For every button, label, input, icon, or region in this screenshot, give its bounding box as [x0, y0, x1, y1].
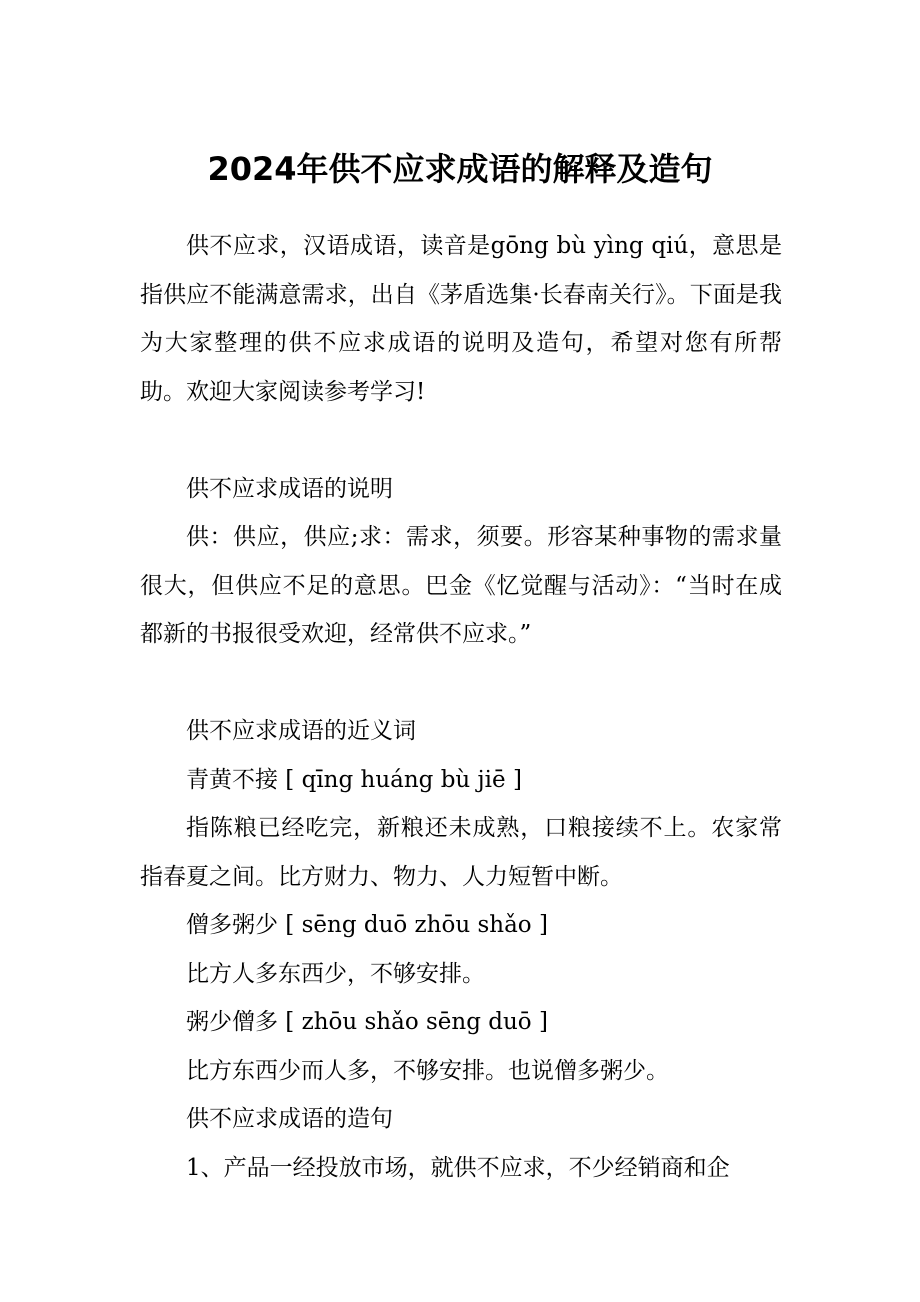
section-heading-explanation: 供不应求成语的说明: [186, 475, 393, 502]
section-heading-examples: 供不应求成语的造句: [186, 1106, 393, 1132]
synonym-definition: 指陈粮已经吃完，新粮还未成熟，口粮接续不上。农家常指春夏之间。比方财力、物力、人力短暂中断。: [140, 815, 782, 890]
document-body: [140, 222, 782, 1192]
example-sentence: 1、产品一经投放市场，就供不应求，不少经销商和企: [186, 1154, 730, 1181]
intro-paragraph: 供不应求，汉语成语，读音是gōng bù yìng qiú，意思是指供应不能满意需求，出自《茅盾选集·长春南关行》。下面是我为大家整理的供不应求成语的说明及造句，希望对您有所帮助。欢迎大家阅读参考学习!: [140, 233, 782, 405]
paragraph-spacer: [140, 416, 782, 465]
explanation-paragraph: 供：供应，供应;求：需求，须要。形容某种事物的需求量很大，但供应不足的意思。巴金《忆觉醒与活动》：“当时在成都新的书报很受欢迎，经常供不应求。”: [140, 524, 782, 647]
synonym-term: 粥少僧多 [ zhōu shǎo sēng duō ]: [186, 1009, 548, 1035]
document-title: 2024年供不应求成语的解释及造句: [207, 150, 713, 188]
synonym-definition: 比方人多东西少，不够安排。: [186, 960, 485, 987]
synonym-term: 青黄不接 [ qīng huáng bù jiē ]: [186, 766, 522, 793]
paragraph-spacer: [140, 659, 782, 708]
synonym-term: 僧多粥少 [ sēng duō zhōu shǎo ]: [186, 912, 548, 938]
synonym-definition: 比方东西少而人多，不够安排。也说僧多粥少。: [186, 1057, 669, 1084]
section-heading-synonyms: 供不应求成语的近义词: [186, 718, 416, 744]
